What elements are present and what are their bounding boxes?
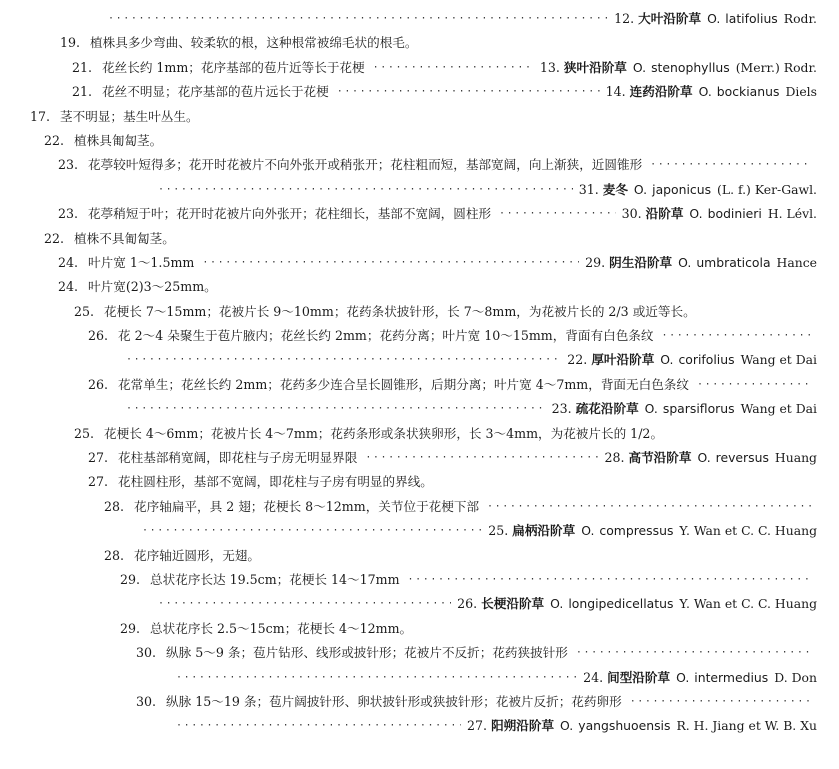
species-genus: O.: [697, 450, 711, 466]
couplet-text: 总状花序长达 19.5cm；花梗长 14～17mm: [150, 571, 400, 587]
species-author: Rodr.: [783, 11, 817, 26]
key-line: [0, 714, 839, 738]
key-line: [0, 666, 839, 690]
species-genus: O.: [633, 181, 648, 197]
species-entry: [604, 446, 817, 470]
species-entry: [467, 714, 817, 738]
couplet-lead: [104, 495, 479, 519]
couplet-number: 26.: [88, 376, 109, 392]
species-genus: O.: [689, 206, 703, 222]
couplet-text: 花丝长约 1mm；花序基部的苞片近等长于花梗: [102, 59, 365, 75]
couplet-number: 26.: [88, 328, 109, 344]
dot-leader: [176, 666, 577, 690]
species-author: Wang et Dai: [740, 401, 817, 417]
species-entry: [567, 348, 817, 372]
dot-leader: [176, 714, 461, 738]
species-entry: [585, 251, 817, 275]
dot-leader: [373, 56, 534, 80]
couplet-text: 纵脉 15～19 条；苞片阔披针形、卵状披针形或狭披针形；花被片反折；花药卵形: [166, 693, 622, 709]
couplet-lead: [120, 568, 400, 592]
species-entry: [606, 80, 817, 104]
species-number: 13.: [539, 59, 560, 75]
couplet-text: 植株具匍匐茎。: [74, 132, 163, 148]
species-number: 24.: [583, 669, 604, 685]
line-spacer: [217, 275, 817, 299]
couplet-text: 花序轴扁平，具 2 翅；花梗长 8～12mm，关节位于花梗下部: [134, 498, 480, 514]
couplet-lead: [58, 202, 491, 226]
couplet-text: 花序轴近圆形，无翅。: [134, 547, 260, 563]
key-line: [0, 300, 839, 324]
species-genus: O.: [707, 11, 721, 26]
couplet-lead: [120, 617, 412, 641]
key-line: [0, 592, 839, 616]
species-entry: [457, 592, 817, 616]
species-chinese-name: 麦冬: [602, 181, 628, 197]
line-spacer: [175, 227, 817, 251]
dot-leader: [576, 641, 811, 665]
couplet-text: 植株具多少弯曲、较柔软的根，这种根常被绵毛状的根毛。: [90, 35, 418, 51]
species-entry: [583, 666, 817, 690]
species-chinese-name: 间型沿阶草: [607, 669, 671, 685]
dot-leader: [158, 592, 451, 616]
dot-leader: [337, 80, 600, 104]
species-epithet: longipedicellatus: [568, 596, 674, 612]
key-line: [0, 227, 839, 251]
line-spacer: [663, 422, 817, 446]
species-genus: O.: [676, 669, 690, 685]
line-spacer: [412, 617, 817, 641]
couplet-text: 叶片宽 1～1.5mm: [88, 254, 195, 270]
species-epithet: japonicus: [652, 181, 712, 197]
species-author: (Merr.) Rodr.: [735, 59, 817, 75]
line-spacer: [199, 105, 817, 129]
couplet-text: 纵脉 5～9 条；苞片钻形、线形或披针形；花被片不反折；花药狭披针形: [166, 645, 568, 661]
dot-leader: [158, 178, 573, 202]
species-genus: O.: [698, 84, 712, 100]
dot-leader: [365, 446, 598, 470]
key-line: [0, 373, 839, 397]
species-chinese-name: 阳朔沿阶草: [491, 718, 555, 734]
couplet-number: 21.: [72, 84, 93, 100]
dot-leader: [142, 519, 482, 543]
species-author: D. Don: [774, 669, 817, 685]
key-line: [0, 80, 839, 104]
species-number: 14.: [605, 84, 626, 100]
key-line: [0, 56, 839, 80]
couplet-number: 23.: [58, 206, 79, 222]
couplet-lead: [88, 373, 689, 397]
species-author: R. H. Jiang et W. B. Xu: [676, 718, 817, 734]
couplet-lead: [72, 56, 365, 80]
species-entry: [614, 7, 817, 31]
couplet-number: 22.: [44, 230, 65, 246]
species-author: Hance: [776, 254, 817, 270]
couplet-text: 茎不明显；基生叶丛生。: [60, 108, 199, 124]
identification-key: [0, 7, 839, 739]
dot-leader: [408, 568, 811, 592]
couplet-number: 23.: [58, 157, 79, 173]
species-epithet: stenophyllus: [651, 59, 730, 75]
species-epithet: bockianus: [716, 84, 780, 100]
couplet-lead: [74, 422, 663, 446]
species-chinese-name: 连药沿阶草: [629, 84, 693, 100]
key-line: [0, 422, 839, 446]
key-line: [0, 568, 839, 592]
couplet-lead: [104, 544, 260, 568]
couplet-lead: [30, 105, 199, 129]
species-number: 29.: [585, 254, 606, 270]
couplet-number: 22.: [44, 132, 65, 148]
species-author: Huang: [774, 450, 817, 466]
couplet-lead: [88, 446, 357, 470]
species-entry: [579, 178, 817, 202]
couplet-lead: [44, 227, 175, 251]
species-number: 22.: [567, 352, 588, 368]
couplet-lead: [58, 153, 642, 177]
couplet-text: 总状花序长 2.5～15cm；花梗长 4～12mm。: [150, 620, 413, 636]
couplet-text: 植株不具匍匐茎。: [74, 230, 175, 246]
couplet-text: 花常单生；花丝长约 2mm；花药多少连合呈长圆锥形，后期分离；叶片宽 4～7mm，背面无白色条纹: [118, 376, 689, 392]
couplet-number: 30.: [136, 693, 157, 709]
dot-leader: [650, 153, 811, 177]
key-line: [0, 446, 839, 470]
couplet-number: 19.: [60, 35, 81, 51]
couplet-number: 27.: [88, 450, 109, 466]
dot-leader: [487, 495, 811, 519]
species-number: 23.: [551, 401, 572, 417]
key-line: [0, 202, 839, 226]
species-genus: O.: [560, 718, 574, 734]
species-author: (L. f.) Ker-Gawl.: [717, 181, 817, 197]
species-author: Y. Wan et C. C. Huang: [679, 523, 817, 539]
species-epithet: intermedius: [694, 669, 769, 685]
species-author: Diels: [785, 84, 817, 100]
key-line: [0, 31, 839, 55]
couplet-number: 24.: [58, 279, 79, 295]
couplet-lead: [88, 324, 654, 348]
couplet-lead: [72, 80, 329, 104]
couplet-text: 花葶较叶短得多；花开时花被片不向外张开或稍张开；花柱粗而短，基部宽阔，向上渐狭，近圆锥形: [88, 157, 643, 173]
species-epithet: bodinieri: [707, 206, 762, 222]
key-line: [0, 397, 839, 421]
species-number: 27.: [467, 718, 488, 734]
species-chinese-name: 疏花沿阶草: [575, 401, 639, 417]
species-genus: O.: [660, 352, 674, 368]
couplet-number: 28.: [104, 547, 125, 563]
species-entry: [540, 56, 817, 80]
dot-leader: [630, 690, 811, 714]
species-chinese-name: 扁柄沿阶草: [512, 523, 576, 539]
species-genus: O.: [678, 254, 692, 270]
species-number: 31.: [578, 181, 599, 197]
couplet-text: 花柱圆柱形，基部不宽阔，即花柱与子房有明显的界线。: [118, 474, 433, 490]
key-line: [0, 470, 839, 494]
species-epithet: reversus: [715, 450, 769, 466]
key-line: [0, 324, 839, 348]
couplet-number: 25.: [74, 425, 95, 441]
species-chinese-name: 狭叶沿阶草: [563, 59, 627, 75]
couplet-number: 29.: [120, 620, 141, 636]
dot-leader: [697, 373, 811, 397]
species-chinese-name: 阴生沿阶草: [609, 254, 673, 270]
species-entry: [552, 397, 817, 421]
couplet-number: 28.: [104, 498, 125, 514]
couplet-text: 花葶稍短于叶；花开时花被片向外张开；花柱细长，基部不宽阔，圆柱形: [88, 206, 492, 222]
species-epithet: compressus: [599, 523, 674, 539]
key-line: [0, 495, 839, 519]
key-line: [0, 348, 839, 372]
key-line: [0, 251, 839, 275]
species-number: 28.: [604, 450, 625, 466]
couplet-text: 花梗长 7～15mm；花被片长 9～10mm；花药条状披针形，长 7～8mm，为花被片长的 2/3 或近等长。: [104, 303, 696, 319]
couplet-lead: [58, 251, 194, 275]
species-number: 26.: [457, 596, 478, 612]
line-spacer: [260, 544, 817, 568]
couplet-number: 27.: [88, 474, 109, 490]
species-chinese-name: 大叶沿阶草: [638, 11, 702, 26]
species-epithet: latifolius: [725, 11, 778, 26]
species-chinese-name: 沿阶草: [645, 206, 684, 222]
couplet-lead: [60, 31, 417, 55]
species-entry: [622, 202, 817, 226]
key-line: [0, 105, 839, 129]
couplet-lead: [58, 275, 217, 299]
key-line: [0, 275, 839, 299]
species-author: Wang et Dai: [740, 352, 817, 368]
couplet-number: 25.: [74, 303, 95, 319]
couplet-lead: [44, 129, 162, 153]
species-genus: O.: [632, 59, 647, 75]
species-chinese-name: 长梗沿阶草: [481, 596, 545, 612]
key-line: [0, 519, 839, 543]
species-epithet: yangshuoensis: [578, 718, 671, 734]
dot-leader: [126, 348, 561, 372]
line-spacer: [162, 129, 817, 153]
dot-leader: [202, 251, 579, 275]
dot-leader: [126, 397, 546, 421]
line-spacer: [696, 300, 817, 324]
key-line: [0, 544, 839, 568]
key-line: [0, 178, 839, 202]
key-line: [0, 641, 839, 665]
couplet-text: 花柱基部稍宽阔，即花柱与子房无明显界限: [118, 450, 358, 466]
couplet-number: 21.: [72, 59, 93, 75]
dot-leader: [108, 7, 608, 31]
couplet-text: 叶片宽(2)3～25mm。: [88, 279, 217, 295]
couplet-lead: [136, 690, 622, 714]
species-genus: O.: [581, 523, 595, 539]
key-line: [0, 690, 839, 714]
couplet-lead: [74, 300, 696, 324]
couplet-number: 29.: [120, 571, 141, 587]
key-line: [0, 7, 839, 31]
species-genus: O.: [644, 401, 658, 417]
species-epithet: umbraticola: [696, 254, 771, 270]
couplet-number: 24.: [58, 254, 79, 270]
species-epithet: corifolius: [678, 352, 735, 368]
species-number: 25.: [488, 523, 509, 539]
species-epithet: sparsiflorus: [662, 401, 735, 417]
line-spacer: [417, 31, 817, 55]
dot-leader: [662, 324, 812, 348]
species-chinese-name: 厚叶沿阶草: [591, 352, 655, 368]
couplet-lead: [88, 470, 433, 494]
species-number: 12.: [614, 11, 635, 26]
key-line: [0, 153, 839, 177]
key-line: [0, 129, 839, 153]
couplet-lead: [136, 641, 568, 665]
species-entry: [488, 519, 817, 543]
line-spacer: [433, 470, 817, 494]
species-author: H. Lévl.: [767, 206, 817, 222]
species-chinese-name: 高节沿阶草: [628, 450, 692, 466]
species-author: Y. Wan et C. C. Huang: [679, 596, 817, 612]
dot-leader: [499, 202, 616, 226]
couplet-text: 花 2～4 朵聚生于苞片腋内；花丝长约 2mm；花药分离；叶片宽 10～15mm，背面有白色条纹: [118, 328, 654, 344]
couplet-number: 17.: [30, 108, 51, 124]
key-line: [0, 617, 839, 641]
species-genus: O.: [550, 596, 564, 612]
couplet-text: 花梗长 4～6mm；花被片长 4～7mm；花药条形或条状狭卵形，长 3～4mm，为花被片长的 1/2。: [104, 425, 664, 441]
species-number: 30.: [621, 206, 642, 222]
couplet-number: 30.: [136, 645, 157, 661]
couplet-text: 花丝不明显；花序基部的苞片远长于花梗: [102, 84, 329, 100]
